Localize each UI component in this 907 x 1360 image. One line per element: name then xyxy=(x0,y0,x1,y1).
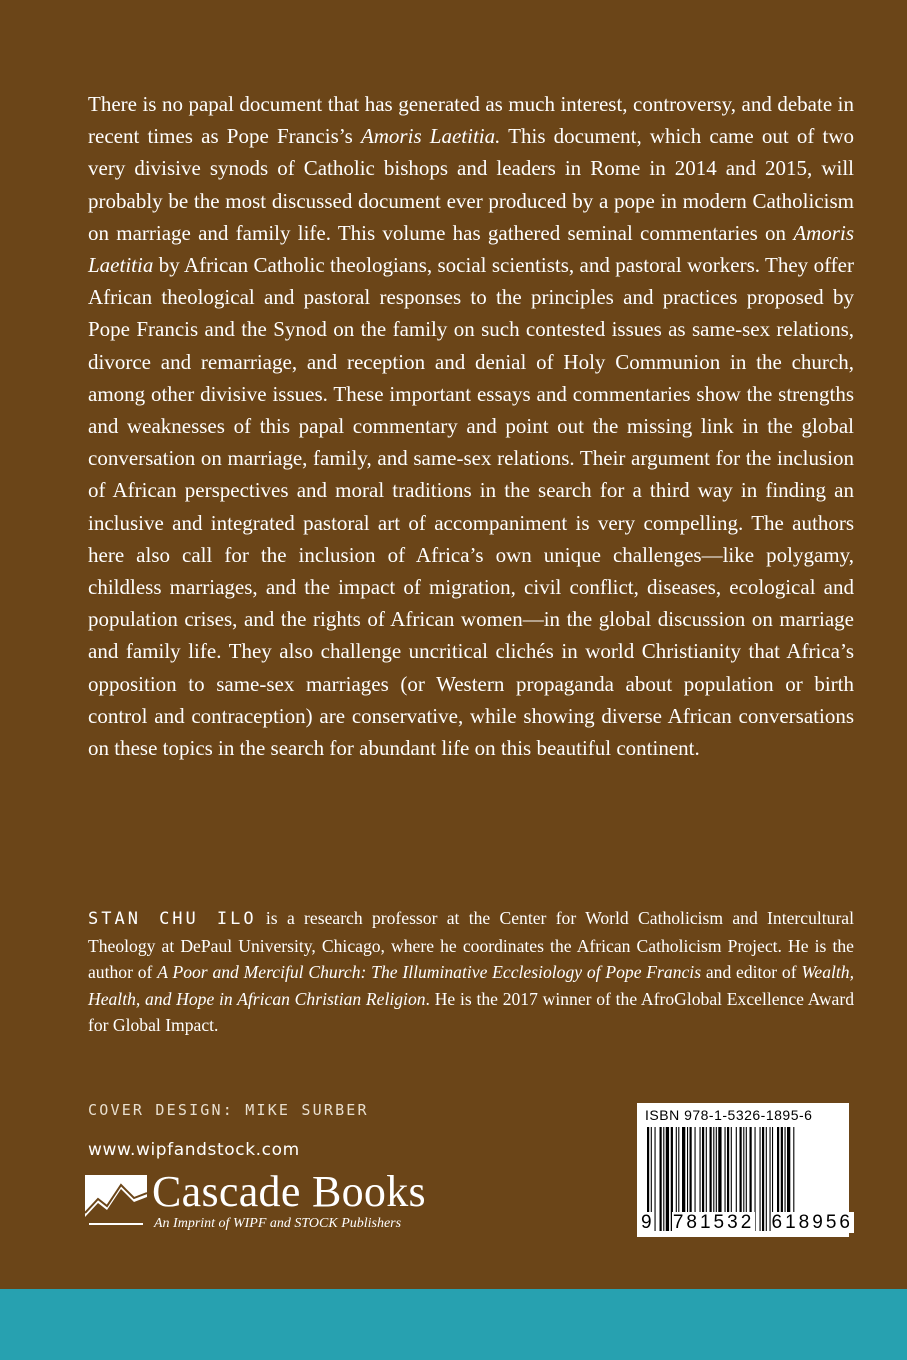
bio-text-1: is a research professor at the Center for World Catholicism and Intercultural Theology at DePaul University, Chicago, where he coordinates the African Catholicism Project. He is the author of xyxy=(88,908,854,982)
mountain-sun-icon xyxy=(85,1175,147,1229)
barcode-digit-first: 9 xyxy=(641,1212,652,1233)
bottom-color-band xyxy=(0,1289,907,1360)
book-title-ref-2: Amoris Laetitia xyxy=(88,220,854,278)
description-text-2: This document, which came out of two very divisive synods of Catholic bishops and leaders in Rome in 2014 and 2015, will probably be the most discussed document ever produced by a pope in modern Catholicism on marriage and family life. This volume has gathered seminal commentaries on xyxy=(88,124,854,245)
cover-design-credit: COVER DESIGN: MIKE SURBER xyxy=(88,1101,369,1119)
barcode-digits-right: 618956 xyxy=(771,1212,853,1233)
book-title-ref-1: Amoris Laetitia. xyxy=(360,124,501,149)
publisher-logo xyxy=(85,1169,475,1239)
publisher-tagline: An Imprint of WIPF and STOCK Publishers xyxy=(154,1216,402,1231)
barcode-digits-left: 781532 xyxy=(672,1212,755,1233)
author-bio xyxy=(88,905,854,1039)
description-text-3: by African Catholic theologians, social scientists, and pastoral workers. They offer African theological and pastoral responses to the principles and practices proposed by Pope Francis and the Synod on the family on such contested issues as same-sex relations, divorce and remarriage, and reception and denial of Holy Communion in the church, among other divisive issues. These important essays and commentaries show the strengths and weaknesses of this papal commentary and point out the missing link in the global conversation on marriage, family, and same-sex relations. Their argument for the inclusion of African perspectives and moral traditions in the search for a third way in finding an inclusive and integrated pastoral art of accompaniment is very compelling. The authors here also call for the inclusion of Africa’s own unique challenges—like polygamy, childless marriages, and the impact of migration, civil conflict, diseases, ecological and population crises, and the rights of African women—in the global discussion on marriage and family life. They also challenge uncritical clichés in world Christianity that Africa’s opposition to same-sex marriages (or Western propaganda about population or birth control and contraception) are conservative, while showing diverse African conversations on these topics in the search for abundant life on this beautiful continent. xyxy=(88,253,854,761)
bio-text-2: and editor of xyxy=(701,962,802,982)
publisher-name: Cascade Books xyxy=(152,1167,426,1216)
book-description xyxy=(88,88,854,764)
author-book-1: A Poor and Merciful Church: The Illuminative Ecclesiology of Pope Francis xyxy=(157,962,702,982)
barcode-digits xyxy=(640,1212,853,1234)
publisher-website: www.wipfandstock.com xyxy=(88,1140,300,1160)
author-book-2: Wealth, Health, and Hope in African Christian Religion xyxy=(88,962,854,1009)
author-name: STAN CHU ILO xyxy=(88,909,257,929)
bio-text-3: . He is the 2017 winner of the AfroGlobal Excellence Award for Global Impact. xyxy=(88,988,854,1035)
description-text-1: There is no papal document that has generated as much interest, controversy, and debate in recent times as Pope Francis’s xyxy=(88,92,854,149)
isbn-barcode xyxy=(637,1103,853,1237)
isbn-label: ISBN 978-1-5326-1895-6 xyxy=(645,1107,813,1123)
